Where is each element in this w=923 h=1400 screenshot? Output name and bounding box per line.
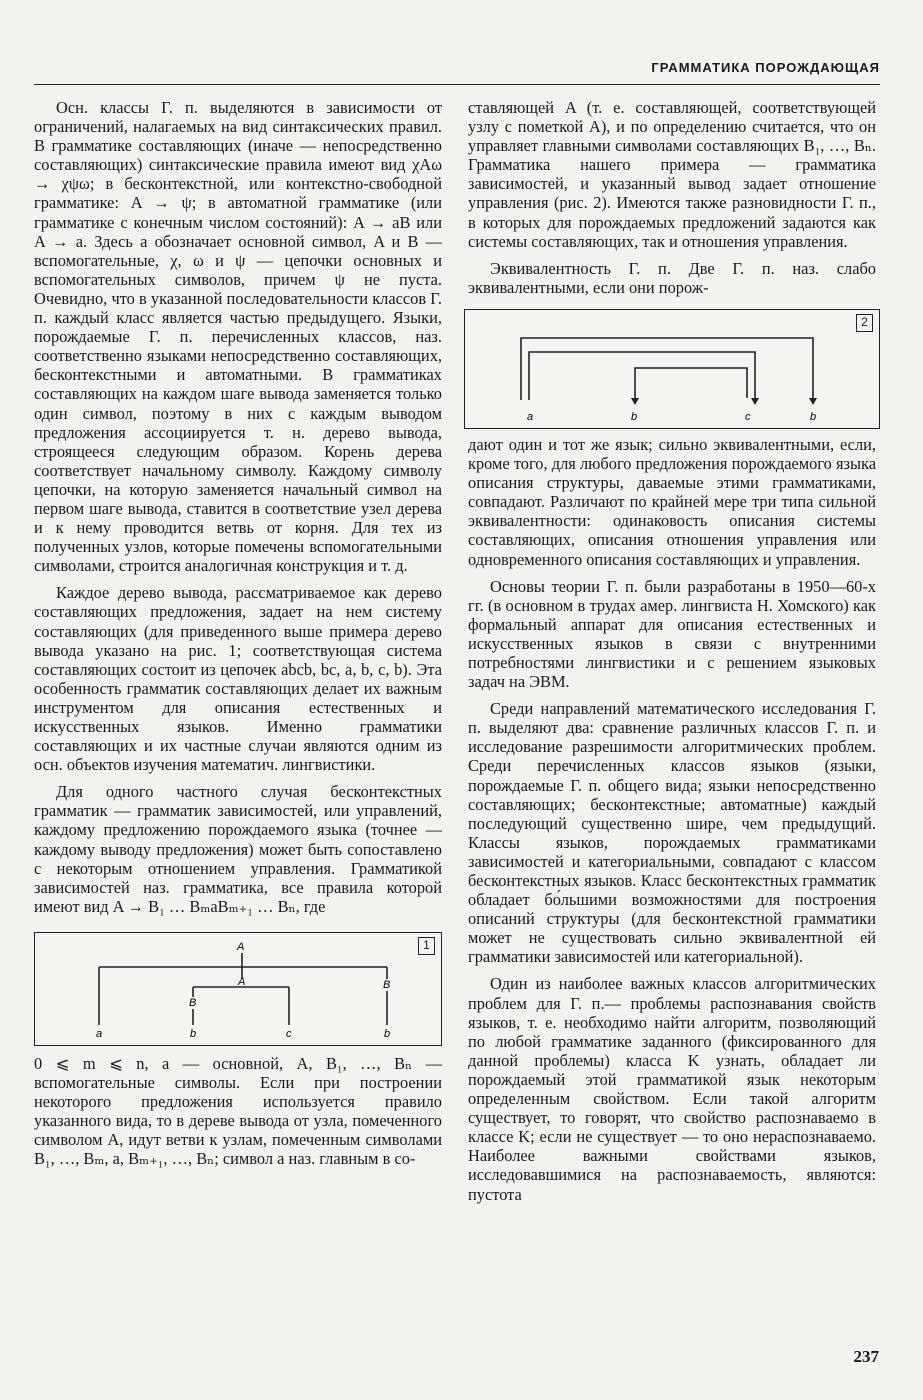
paragraph: Осн. классы Г. п. выделяются в зависимости от ограничений, налагаемых на вид синтаксических правил. В грамматике составляющих (иначе — непосредственно составляющих) синтаксические правила имеют вид χAω → χψω; в бесконтекстной, или контекстно-свободной грамматике: A → ψ; в автоматной грамматике (или грамматике с конечным числом состояний): A → aB или A → a. Здесь a обозначает основной символ, A и B — вспомогательные, χ, ω и ψ — цепочки основных и вспомогательных символов, причем ψ не пуста. Очевидно, что в указанной последовательности классов Г. п. каждый класс является частью предыдущего. Языки, порождаемые Г. п. перечисленных классов, наз. соответственно языками непосредственно составляющих, бесконтекстными и автоматными. В грамматиках составляющих на каждом шаге вывода заменяется только один символ, поэтому в них с каждым выводом предложения ассоциируется т. н. дерево вывода, строящееся следующим образом. Корень дерева соответствует начальному символу. Каждому символу цепочки, на которую заменяется начальный символ на первом шаге вывода, ставится в соответствие узел дерева и к нему проводится ветвь от корня. Для тех из полученных узлов, которые помечены вспомогательными символами, строится аналогичная конструкция и т. д. <box>34 98 442 576</box>
paragraph: Каждое дерево вывода, рассматриваемое как дерево составляющих предложения, задает на нем систему составляющих (для приведенного выше примера дерево вывода указано на рис. 1; соответствующая система составляющих состоит из цепочек abcb, bc, a, b, c, b). Эта особенность грамматик составляющих делает их важным инструментом для описания естественных и искусственных языков. Именно грамматики составляющих и их частные случаи являются одним из осн. объектов изучения математич. лингвистики. <box>34 583 442 775</box>
leaf-c: c <box>286 1027 292 1040</box>
arc-middle <box>529 352 755 400</box>
arrow-to-b2 <box>809 398 817 405</box>
leaf-a: a <box>527 410 534 423</box>
leaf-c: c <box>745 410 751 423</box>
leaf-a: a <box>96 1027 103 1040</box>
arrow-to-b1 <box>631 398 639 405</box>
paragraph: ставляющей A (т. е. составляющей, соответствующей узлу с пометкой A), и по определению считается, что он управляет главными символами составляющих B₁, …, Bₙ. Грамматика нашего примера — грамматика зависимостей, и указанный вывод задает отношение управления (рис. 2). Имеются также разновидности Г. п., в которых для порождаемых предложений задаются как системы составляющих, так и отношения управления. <box>468 98 876 251</box>
running-header <box>34 58 880 85</box>
paragraph: дают один и тот же язык; сильно эквивалентными, если, кроме того, для любого предложения порождаемого языка описания структуры, даваемые этими грамматиками, совпадают. Различают по крайней мере три типа сильной эквивалентности: одинаковость описания системы составляющих, описания отношения управления или одновременного описания составляющих и управления. <box>468 434 876 569</box>
node-mid: A <box>238 975 246 988</box>
paragraph: 0 ⩽ m ⩽ n, a — основной, A, B₁, …, Bₙ — вспомогательные символы. Если при построении некоторого предложения используется правило указанного вида, то в дереве вывода от узла, помеченного символом A, идут ветви к узлам, помеченным символами B₁, …, Bₘ, a, Bₘ₊₁, …, Bₙ; символ a наз. главным в со- <box>34 1053 442 1169</box>
figure-2-dependency-tree <box>464 309 880 429</box>
leaf-b: b <box>384 1027 391 1040</box>
arc-inner <box>635 368 747 398</box>
figure-2-label: 2 <box>856 314 873 332</box>
leaf-b: b <box>631 410 638 423</box>
page-number: 237 <box>853 1347 879 1366</box>
node-root: A <box>237 940 245 953</box>
paragraph: Эквивалентность Г. п. Две Г. п. наз. слабо эквивалентными, если они порож- <box>468 258 876 297</box>
left-column <box>34 98 442 1169</box>
arc-outer <box>521 338 813 400</box>
paragraph: Один из наиболее важных классов алгоритмических проблем для Г. п.— проблемы распознавания свойств языков, т. е. необходимо найти алгоритм, позволяющий по любой грамматике заданного (фиксированного для данной проблемы) класса K узнать, обладает ли порождаемый этой грамматикой язык некоторым определенным свойством. Если такой алгоритм существует, то говорят, что свойство распознаваемо в классе K; если не существует — то оно нераспознаваемо. Наиболее важными свойствами языков, исследовавшимися на распознаваемость, являются: пустота <box>468 974 876 1204</box>
right-column <box>468 98 876 1204</box>
paragraph: Для одного частного случая бесконтекстных грамматик — грамматик зависимостей, или управлений, каждому предложению порождаемого языка (точнее — каждому выводу предложения) может быть сопоставлено с некоторым отношением управления. Грамматикой зависимостей наз. грамматика, все правила которой имеют вид A → B₁ … BₘaBₘ₊₁ … Bₙ, где <box>34 782 442 916</box>
paragraph: Среди направлений математического исследования Г. п. выделяют два: сравнение различных классов Г. п. и исследование разрешимости алгоритмических проблем. Среди перечисленных классов языков (языки, порождаемые Г. п. общего вида; языки непосредственно составляющих; бесконтекстные; автоматные) каждый последующий существенно шире, чем предыдущий. Классы языков, порождаемых грамматиками зависимостей и категориальными, совпадают с классом бесконтекстных языков. Класс бесконтекстных грамматик обладает бо́льшими возможностями для построения описаний структуры (для бесконтекстной грамматики может не существовать сильно эквивалентной ей грамматики зависимостей или категориальной). <box>468 699 876 967</box>
node-right: B <box>383 978 391 991</box>
figure-1-derivation-tree <box>34 932 442 1046</box>
paragraph: Основы теории Г. п. были разработаны в 1950—60-х гг. (в основном в трудах амер. лингвиста Н. Хомского) как формальный аппарат для описания естественных и искусственных языков в связи с внутренними потребностями лингвистики и с решением языковых задач на ЭВМ. <box>468 576 876 692</box>
node-inner: B <box>189 996 197 1009</box>
derivation-tree-diagram <box>35 933 443 1045</box>
dependency-diagram <box>465 310 881 428</box>
leaf-b: b <box>190 1027 197 1040</box>
figure-1-label: 1 <box>418 937 435 955</box>
leaf-b: b <box>810 410 817 423</box>
arrow-to-c <box>751 398 759 405</box>
header-title: ГРАММАТИКА ПОРОЖДАЮЩАЯ <box>651 60 880 75</box>
